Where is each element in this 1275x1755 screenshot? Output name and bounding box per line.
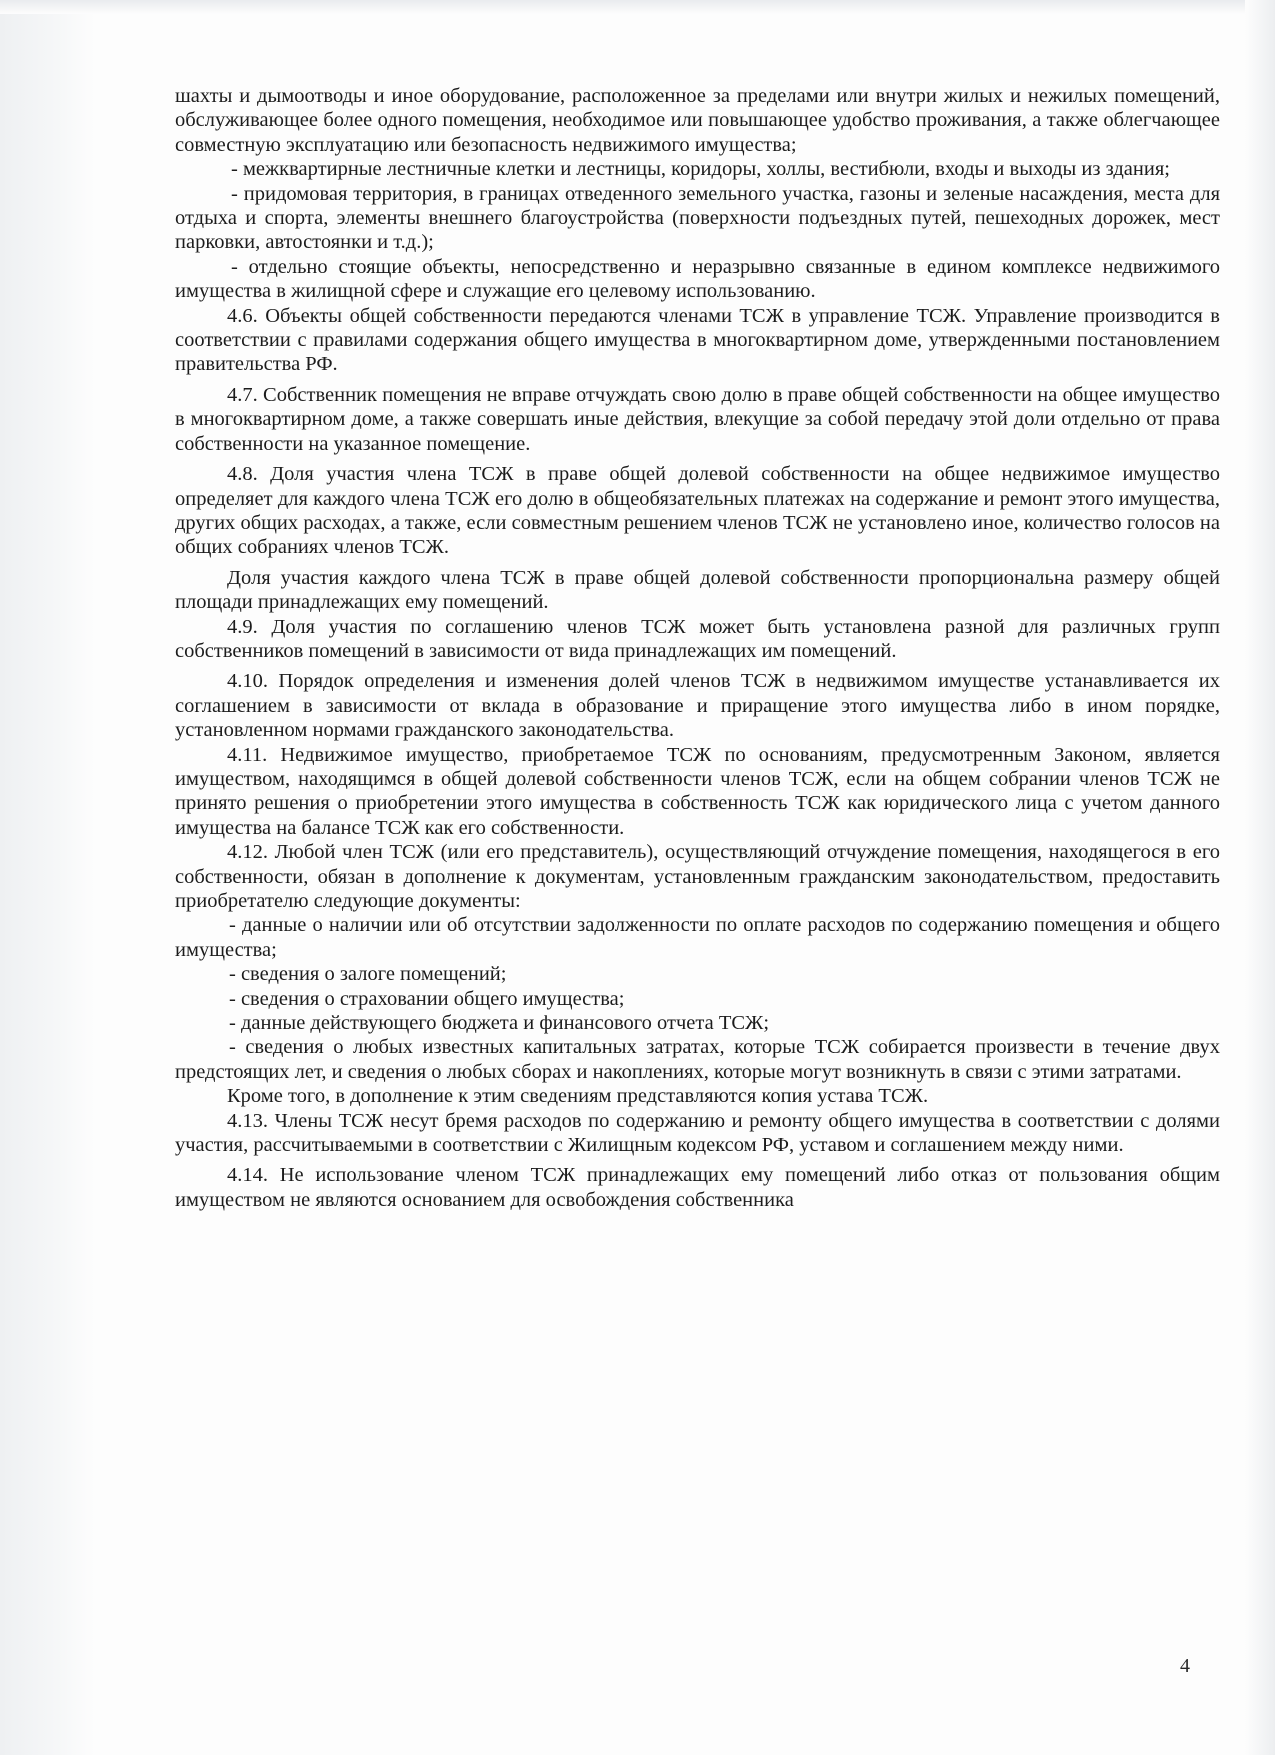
document-body: [175, 84, 1220, 1212]
paragraph: 4.12. Любой член ТСЖ (или его представитель), осуществляющий отчуждение помещения, находящегося в его собственности, обязан в дополнение к документам, установленным гражданским законодательством, предоставить приобретателю следующие документы:: [175, 841, 1220, 912]
paragraph: Доля участия каждого члена ТСЖ в праве общей долевой собственности пропорциональна размеру общей площади принадлежащих ему помещений.: [175, 566, 1220, 614]
scan-top-edge: [0, 0, 1275, 14]
paragraph: 4.14. Не использование членом ТСЖ принадлежащих ему помещений либо отказ от пользования общим имуществом не являются основанием для освобождения собственника: [175, 1164, 1220, 1211]
paragraph: - сведения о страховании общего имущества;: [229, 987, 625, 1010]
paragraph: - придомовая территория, в границах отведенного земельного участка, газоны и зеленые насаждения, места для отдыха и спорта, элементы внешнего благоустройства (поверхности подъездных путей, пешеходных дорожек, мест парковки, автостоянки и т.д.);: [175, 182, 1220, 254]
paragraph: 4.7. Собственник помещения не вправе отчуждать свою долю в праве общей собственности на общее имущество в многоквартирном доме, а также совершать иные действия, влекущие за собой передачу этой доли отдельно от права собственности на указанное помещение.: [175, 383, 1220, 455]
scan-right-edge: [1245, 0, 1275, 1755]
page-number: 4: [1180, 1655, 1190, 1677]
paragraph: - межквартирные лестничные клетки и лестницы, коридоры, холлы, вестибюли, входы и выходы из здания;: [231, 158, 1170, 181]
paragraph: - данные действующего бюджета и финансового отчета ТСЖ;: [229, 1012, 770, 1035]
paragraph: - отдельно стоящие объекты, непосредственно и неразрывно связанные в едином комплексе недвижимого имущества в жилищной сфере и служащие его целевому использованию.: [175, 255, 1220, 303]
scan-left-edge: [0, 0, 95, 1755]
paragraph: - сведения о любых известных капитальных затратах, которые ТСЖ собирается произвести в течение двух предстоящих лет, и сведения о любых сборах и накоплениях, которые могут возникнуть в связи с этими затратами.: [175, 1036, 1220, 1083]
paragraph: Кроме того, в дополнение к этим сведениям представляются копия устава ТСЖ.: [227, 1085, 929, 1108]
paragraph: 4.11. Недвижимое имущество, приобретаемое ТСЖ по основаниям, предусмотренным Законом, является имуществом, находящимся в общей долевой собственности членов ТСЖ, если на общем собрании членов ТСЖ не принято решения о приобретении этого имущества в собственность ТСЖ как юридического лица с учетом данного имущества на балансе ТСЖ как его собственности.: [175, 743, 1220, 839]
paragraph: шахты и дымоотводы и иное оборудование, расположенное за пределами или внутри жилых и нежилых помещений, обслуживающее более одного помещения, необходимое или повышающее удобство проживания, а также облегчающее совместную эксплуатацию или безопасность недвижимого имущества;: [175, 85, 1220, 156]
paragraph: 4.13. Члены ТСЖ несут бремя расходов по содержанию и ремонту общего имущества в соответствии с долями участия, рассчитываемыми в соответствии с Жилищным кодексом РФ, уставом и соглашением между ними.: [175, 1109, 1220, 1157]
paragraph: - данные о наличии или об отсутствии задолженности по оплате расходов по содержанию помещения и общего имущества;: [175, 914, 1220, 961]
paragraph: 4.8. Доля участия члена ТСЖ в праве общей долевой собственности на общее недвижимое имущество определяет для каждого члена ТСЖ его долю в общеобязательных платежах на содержание и ремонт этого имущества, других общих расходах, а также, если совместным решением членов ТСЖ не установлено иное, количество голосов на общих собраниях членов ТСЖ.: [175, 463, 1220, 559]
paragraph: 4.10. Порядок определения и изменения долей членов ТСЖ в недвижимом имуществе устанавливается их соглашением в зависимости от вклада в образование и приращение этого имущества либо в ином порядке, установленном нормами гражданского законодательства.: [175, 670, 1220, 742]
paragraph: 4.6. Объекты общей собственности передаются членами ТСЖ в управление ТСЖ. Управление производится в соответствии с правилами содержания общего имущества в многоквартирном доме, утвержденными постановлением правительства РФ.: [175, 304, 1220, 376]
paragraph: - сведения о залоге помещений;: [229, 963, 507, 986]
paragraph: 4.9. Доля участия по соглашению членов ТСЖ может быть установлена разной для различных групп собственников помещений в зависимости от вида принадлежащих им помещений.: [175, 615, 1220, 662]
